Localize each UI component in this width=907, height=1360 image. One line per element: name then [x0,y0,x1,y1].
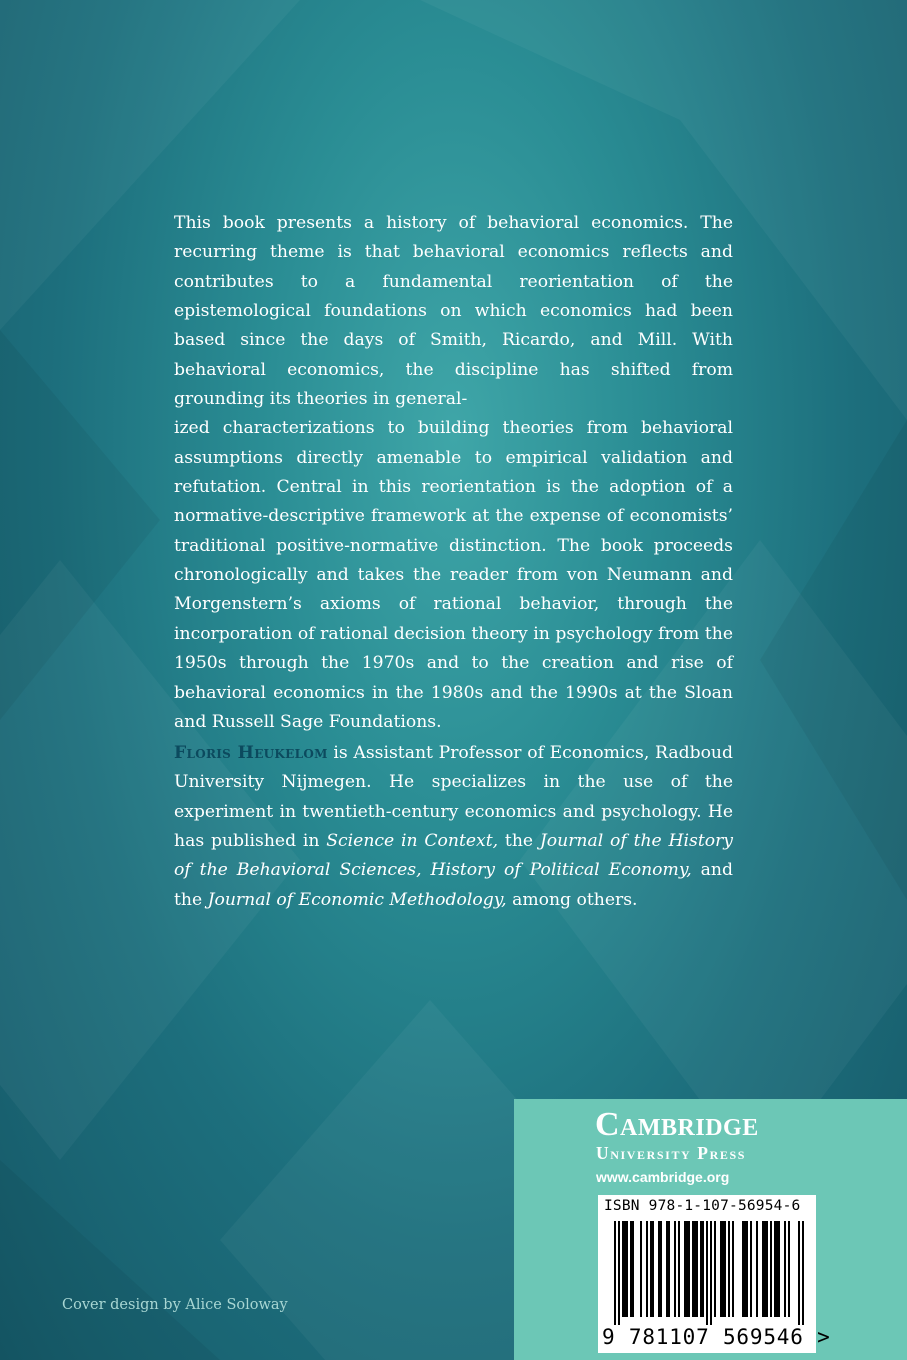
publisher-url: www.cambridge.org [596,1169,730,1185]
author-name: Floris Heukelom [174,743,328,763]
barcode-bar [632,1221,634,1317]
barcode-bar [774,1221,776,1317]
barcode-bar [714,1221,716,1317]
bio-text: among others. [506,889,638,910]
barcode-bar [640,1221,642,1317]
barcode-bar [746,1221,748,1317]
barcode-bar [630,1221,632,1317]
barcode-bar [688,1221,690,1317]
publisher-panel [514,1099,907,1360]
journal-title: Journal of the History of the Behavioral Sciences, History of Political Economy, [174,831,734,881]
barcode-bar [660,1221,662,1317]
barcode-guard-bar [706,1221,708,1325]
barcode-bar [666,1221,668,1317]
bio-text: is Assistant Professor of Economics, Radboud University Nijmegen. He specializes in the use of the experiment in twentieth-century economics and psychology. He has published in [174,743,733,852]
barcode-bar [778,1221,780,1317]
barcode-bar [622,1221,624,1317]
bio-text: the [498,831,540,852]
barcode-bar [742,1221,744,1317]
barcode-guard-bar [710,1221,712,1325]
bio-text: and the [174,860,733,910]
barcode-digits: 9 781107 569546 > [602,1325,831,1349]
barcode-bar [692,1221,694,1317]
barcode-bar [744,1221,746,1317]
barcode-bar [750,1221,752,1317]
barcode-bar [678,1221,680,1317]
barcode-bar [684,1221,686,1317]
barcode-bar [702,1221,704,1317]
barcode-bar [764,1221,766,1317]
isbn-label: ISBN 978-1-107-56954-6 [604,1198,801,1214]
isbn-barcode-card [598,1195,831,1353]
barcode-bar [720,1221,722,1317]
description-text-part1: This book presents a history of behavioral economics. The recurring theme is that behavioral economics reflects and contributes to a fundamental reorientation of the epistemological foundations on which economics had been based since the days of Smith, Ricardo, and Mill. With behavioral economics, the discipline has shifted from grounding its theories in general- [174,213,733,410]
author-bio [174,739,733,915]
description-text-part2: ized characterizations to building theories from behavioral assumptions directly amenable to empirical validation and refutation. Central in this reorientation is the adoption of a normative-descriptive framework at the expense of economists’ traditional positive-normative distinction. The book proceeds chronologically and takes the reader from von Neumann and Morgenstern’s axioms of rational behavior, through the incorporation of rational decision theory in psychology from the 1950s through the 1970s and to the creation and rise of behavioral economics in the 1980s and the 1990s at the Sloan and Russell Sage Foundations. [174,418,733,732]
barcode-bar [788,1221,790,1317]
barcode-bar [658,1221,660,1317]
barcode-guard-bar [798,1221,800,1325]
journal-title: Journal of Economic Methodology, [207,889,507,910]
publisher-logo-name: Cambridge [595,1106,759,1143]
barcode-bar [732,1221,734,1317]
barcode-bar [652,1221,654,1317]
barcode-bar [728,1221,730,1317]
publisher-logo-subname: University Press [596,1143,747,1163]
barcode-bar [674,1221,676,1317]
book-description [174,209,733,737]
barcode-bar [722,1221,724,1317]
barcode-bar [724,1221,726,1317]
barcode-bar [770,1221,772,1317]
barcode-bar [784,1221,786,1317]
barcode-bar [766,1221,768,1317]
ean13-barcode [606,1221,808,1329]
barcode-bar [668,1221,670,1317]
barcode-bar [700,1221,702,1317]
barcode-bar [626,1221,628,1317]
barcode-guard-bar [618,1221,620,1325]
cover-design-credit: Cover design by Alice Soloway [62,1297,288,1313]
barcode-bar [686,1221,688,1317]
barcode-guard-bar [614,1221,616,1325]
barcode-bar [694,1221,696,1317]
barcode-bar [696,1221,698,1317]
barcode-bar [756,1221,758,1317]
barcode-bar [646,1221,648,1317]
barcode-bar [650,1221,652,1317]
barcode-bar [776,1221,778,1317]
barcode-bar [624,1221,626,1317]
barcode-bar [762,1221,764,1317]
barcode-guard-bar [802,1221,804,1325]
journal-title: Science in Context, [326,831,499,852]
